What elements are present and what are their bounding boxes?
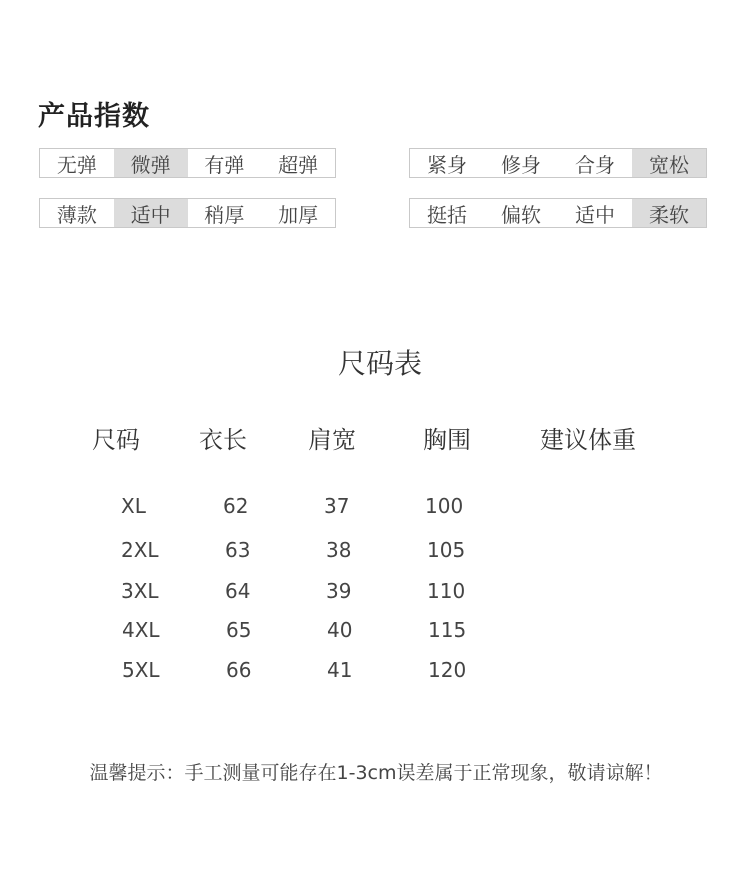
header-length: 衣长 [199, 426, 247, 454]
header-chest: 胸围 [423, 426, 471, 454]
index-option-selected: 适中 [114, 199, 188, 227]
cell-size: XL [121, 494, 146, 518]
cell-length: 62 [223, 494, 249, 518]
cell-shoulder: 38 [326, 538, 352, 562]
index-option: 紧身 [427, 152, 467, 177]
cell-length: 63 [225, 538, 251, 562]
index-option: 合身 [575, 152, 615, 177]
cell-length: 64 [225, 579, 251, 603]
index-option: 稍厚 [204, 202, 245, 227]
header-size: 尺码 [92, 426, 140, 454]
product-index-title: 产品指数 [38, 101, 150, 132]
cell-size: 3XL [121, 579, 159, 603]
cell-chest: 105 [427, 538, 466, 562]
cell-chest: 115 [428, 618, 467, 642]
cell-size: 5XL [122, 658, 160, 682]
cell-length: 65 [226, 618, 252, 642]
index-option: 超弹 [278, 152, 319, 177]
header-shoulder: 肩宽 [308, 426, 356, 454]
cell-size: 2XL [121, 538, 159, 562]
index-bar-softness [409, 198, 707, 228]
cell-shoulder: 40 [327, 618, 353, 642]
index-option: 有弹 [204, 152, 245, 177]
index-option-selected: 宽松 [632, 149, 706, 177]
cell-length: 66 [226, 658, 252, 682]
index-bar-elasticity [39, 148, 336, 178]
cell-chest: 120 [428, 658, 467, 682]
size-chart-title: 尺码表 [337, 347, 422, 380]
measurement-note: 温馨提示：手工测量可能存在1-3cm误差属于正常现象，敬请谅解！ [89, 762, 663, 784]
index-option: 薄款 [56, 202, 97, 227]
index-option: 适中 [575, 202, 615, 227]
index-option-selected: 微弹 [114, 149, 188, 177]
index-option: 无弹 [56, 152, 97, 177]
index-option: 加厚 [278, 202, 319, 227]
index-option: 偏软 [501, 202, 541, 227]
cell-chest: 100 [425, 494, 464, 518]
cell-shoulder: 37 [324, 494, 350, 518]
cell-size: 4XL [122, 618, 160, 642]
index-bar-thickness [39, 198, 336, 228]
index-option-selected: 柔软 [632, 199, 706, 227]
index-bar-fit [409, 148, 707, 178]
cell-shoulder: 41 [327, 658, 353, 682]
header-weight: 建议体重 [540, 426, 636, 454]
index-option: 挺括 [427, 202, 467, 227]
index-option: 修身 [501, 152, 541, 177]
cell-shoulder: 39 [326, 579, 352, 603]
cell-chest: 110 [427, 579, 466, 603]
